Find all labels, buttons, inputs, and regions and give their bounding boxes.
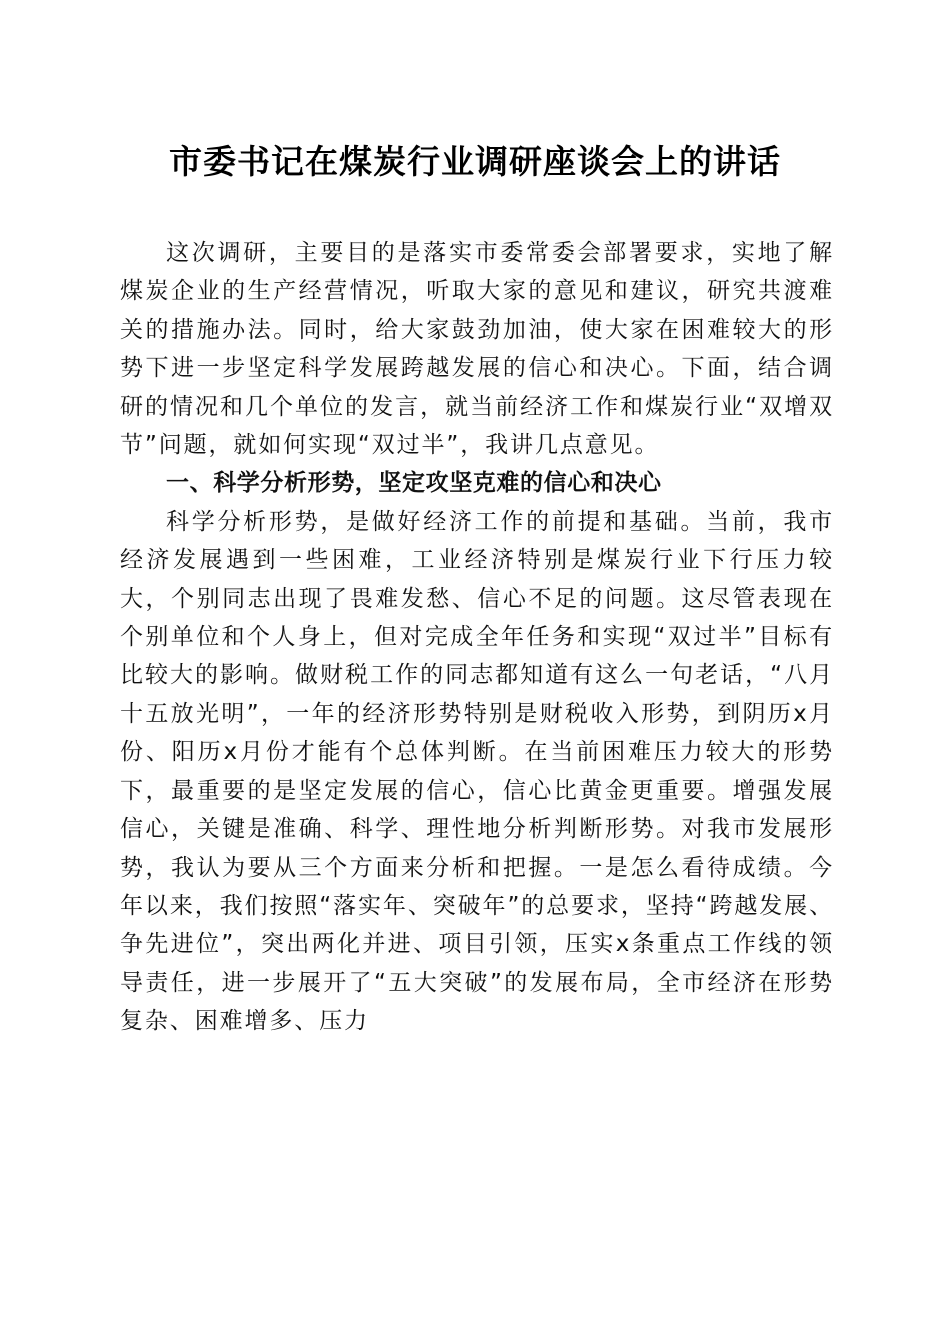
section-heading-1: 一、科学分析形势，坚定攻坚克难的信心和决心 <box>166 470 662 497</box>
document-title: 市委书记在煤炭行业调研座谈会上的讲话 <box>169 142 781 181</box>
document-body <box>120 234 834 1041</box>
section-1-paragraph: 科学分析形势，是做好经济工作的前提和基础。当前，我市经济发展遇到一些困难，工业经济特别是煤炭行业下行压力较大，个别同志出现了畏难发愁、信心不足的问题。这尽管表现在个别单位和个人身上，但对完成全年任务和实现“双过半”目标有比较大的影响。做财税工作的同志都知道有这么一句老话，“八月十五放光明”，一年的经济形势特别是财税收入形势，到阴历x月份、阳历x月份才能有个总体判断。在当前困难压力较大的形势下，最重要的是坚定发展的信心，信心比黄金更重要。增强发展信心，关键是准确、科学、理性地分析判断形势。对我市发展形势，我认为要从三个方面来分析和把握。一是怎么看待成绩。今年以来，我们按照“落实年、突破年”的总要求，坚持“跨越发展、争先进位”，突出两化并进、项目引领，压实x条重点工作线的领导责任，进一步展开了“五大突破”的发展布局，全市经济在形势复杂、困难增多、压力 <box>120 508 834 1035</box>
intro-paragraph: 这次调研，主要目的是落实市委常委会部署要求，实地了解煤炭企业的生产经营情况，听取大家的意见和建议，研究共渡难关的措施办法。同时，给大家鼓劲加油，使大家在困难较大的形势下进一步坚定科学发展跨越发展的信心和决心。下面，结合调研的情况和几个单位的发言，就当前经济工作和煤炭行业“双增双节”问题，就如何实现“双过半”，我讲几点意见。 <box>120 240 834 459</box>
